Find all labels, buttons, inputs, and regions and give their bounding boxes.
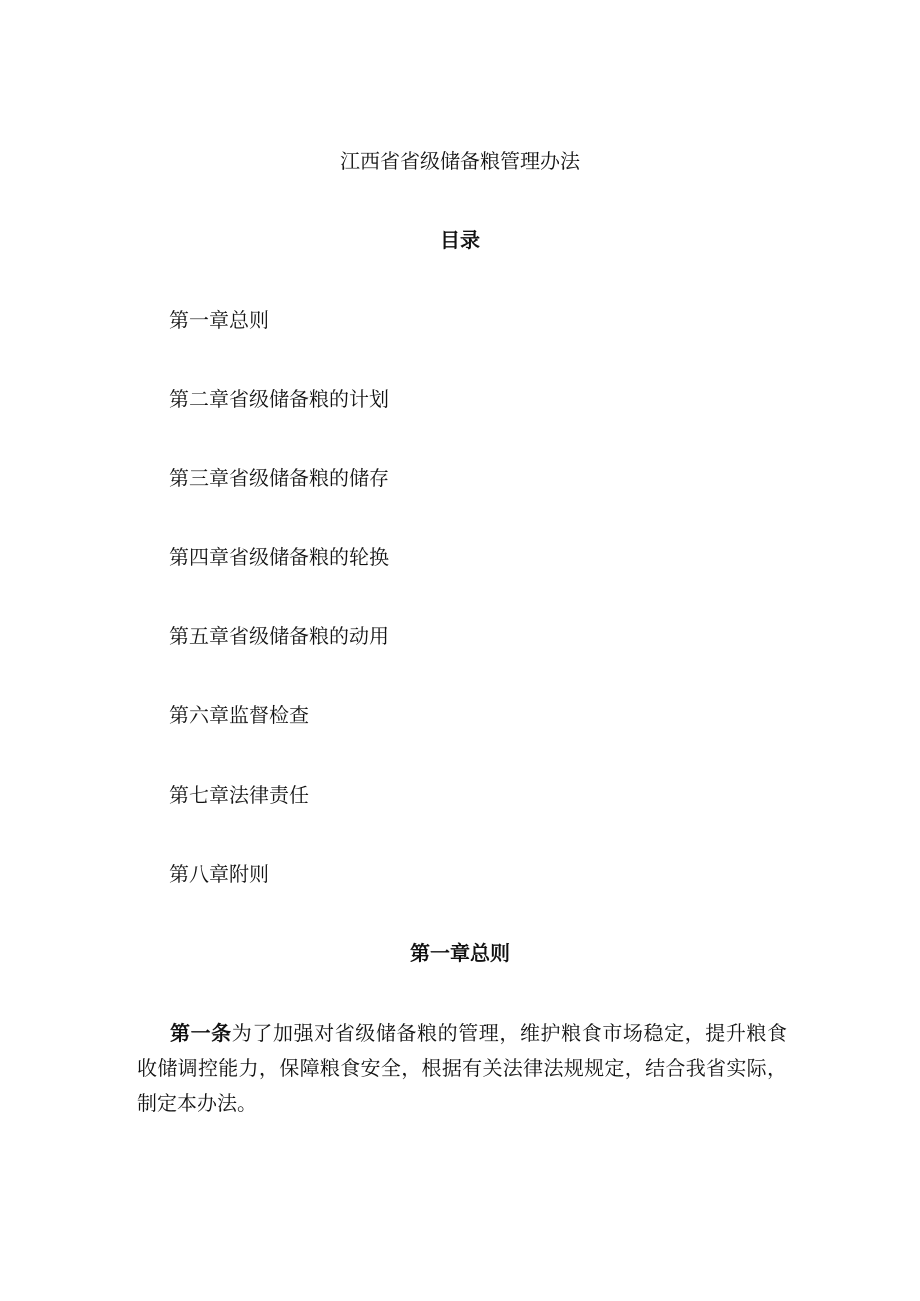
article-1 bbox=[137, 1016, 787, 1121]
toc-item-chapter-1: 第一章总则 bbox=[169, 308, 269, 332]
toc-heading: 目录 bbox=[440, 228, 480, 252]
document-title: 江西省省级储备粮管理办法 bbox=[340, 149, 580, 173]
toc-item-chapter-7: 第七章法律责任 bbox=[169, 783, 309, 807]
article-1-label: 第一条 bbox=[170, 1021, 232, 1045]
toc-item-chapter-2: 第二章省级储备粮的计划 bbox=[169, 387, 389, 411]
toc-item-chapter-3: 第三章省级储备粮的储存 bbox=[169, 466, 389, 490]
toc-item-chapter-5: 第五章省级储备粮的动用 bbox=[169, 624, 389, 648]
toc-item-chapter-4: 第四章省级储备粮的轮换 bbox=[169, 545, 389, 569]
article-1-text: 为了加强对省级储备粮的管理，维护粮食市场稳定，提升粮食收储调控能力，保障粮食安全，根据有关法律法规规定，结合我省实际，制定本办法。 bbox=[137, 1021, 788, 1115]
toc-item-chapter-8: 第八章附则 bbox=[169, 862, 269, 886]
toc-item-chapter-6: 第六章监督检查 bbox=[169, 703, 309, 727]
chapter-1-heading: 第一章总则 bbox=[410, 941, 510, 965]
